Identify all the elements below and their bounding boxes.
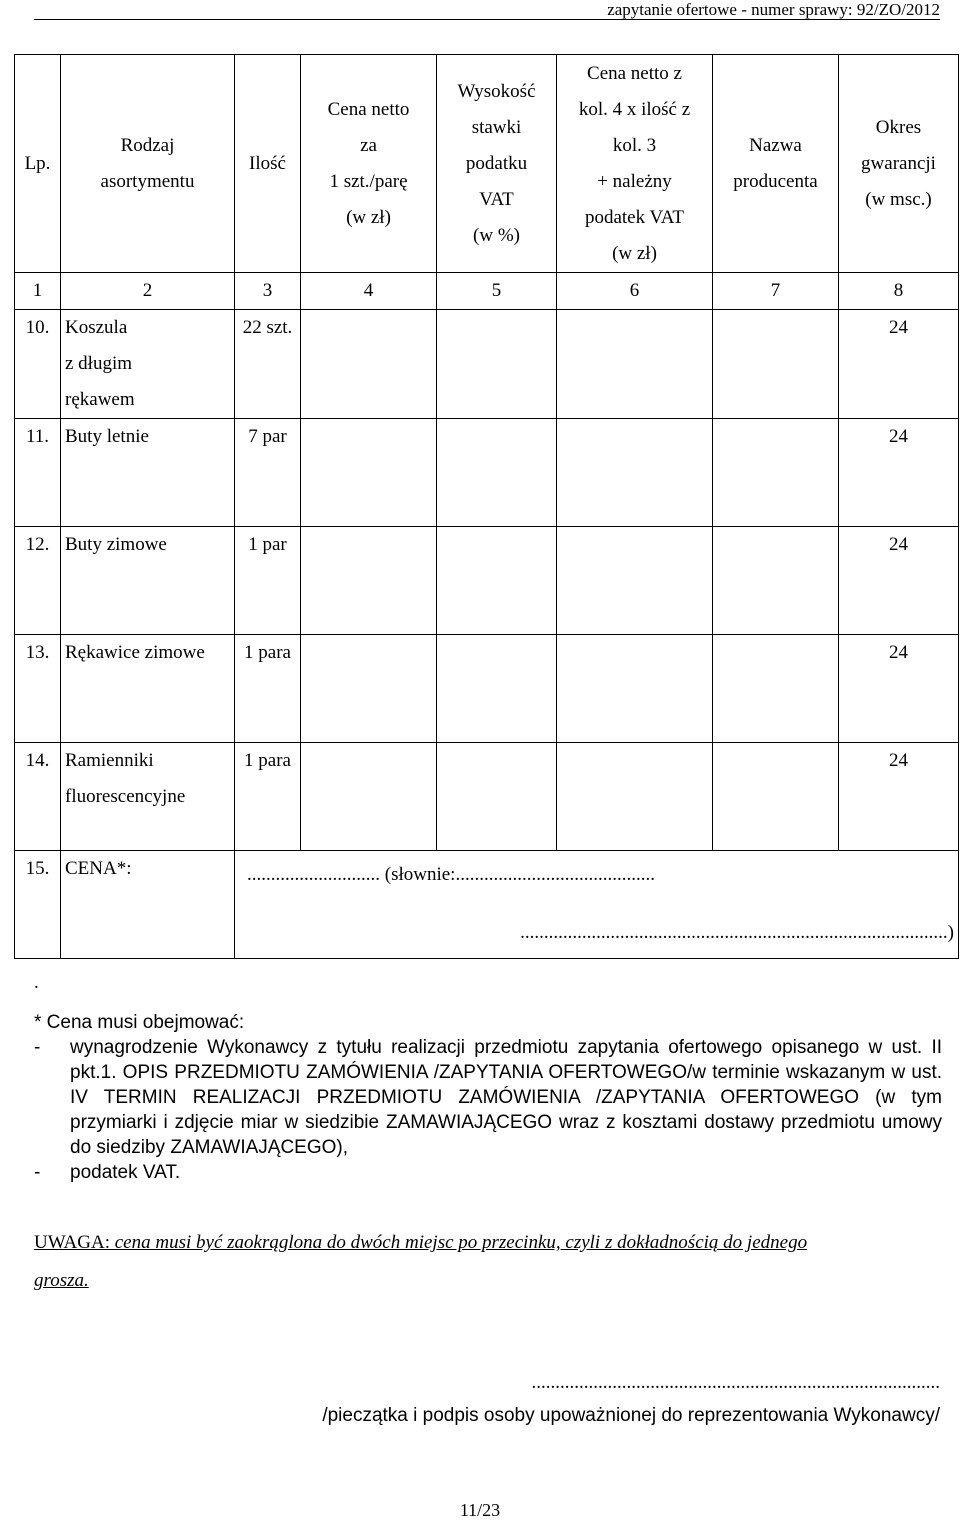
row-lp: 10. <box>15 310 61 419</box>
table-row <box>15 310 959 419</box>
header-text: zapytanie ofertowe - numer sprawy: 92/ZO/2012 <box>607 0 940 19</box>
table-row <box>15 527 959 635</box>
row-qty: 1 para <box>235 635 301 743</box>
note-text: podatek VAT. <box>70 1162 181 1183</box>
row-warranty: 24 <box>839 527 959 635</box>
table-row <box>15 419 959 527</box>
note-dash: - <box>34 1037 41 1058</box>
row-total <box>557 635 713 743</box>
col-header-rodzaj: Rodzaj asortymentu <box>61 55 235 273</box>
table-row <box>15 743 959 851</box>
col-header-lp: Lp. <box>15 55 61 273</box>
row-qty: 1 para <box>235 743 301 851</box>
row-name: Rękawice zimowe <box>61 635 235 743</box>
col-number: 1 <box>15 273 61 310</box>
row-total <box>557 527 713 635</box>
signature-label: /pieczątka i podpis osoby upoważnionej do reprezentowania Wykonawcy/ <box>322 1405 940 1426</box>
row-price <box>301 310 437 419</box>
stray-dot: . <box>34 972 39 993</box>
row-vat <box>437 743 557 851</box>
note-text: wynagrodzenie Wykonawcy z tytułu realizacji przedmiotu zapytania ofertowego opisanego w ust. II pkt.1. OPIS PRZEDMIOTU ZAMÓWIENIA /ZAPYTANIA OFERTOWEGO/w terminie wskazanym w ust. IV TERMIN REALIZACJI PRZEDMIOTU ZAMÓWIENIA /ZAPYTANIA OFERTOWEGO (w tym przymiarki i zdjęcie miar w siedzibie ZAMAWIAJĄCEGO wraz z kosztami dostawy przedmiotu umowy do siedziby ZAMAWIAJĄCEGO), <box>70 1037 942 1158</box>
uwaga-text: cena musi być zaokrąglona do dwóch miejsc po przecinku, czyli z dokładnością do jednego <box>110 1232 808 1253</box>
uwaga-text-2: grosza. <box>34 1270 89 1291</box>
row-warranty: 24 <box>839 419 959 527</box>
row-producer <box>713 743 839 851</box>
col-header-ilosc: Ilość <box>235 55 301 273</box>
row-warranty: 24 <box>839 743 959 851</box>
row-lp: 11. <box>15 419 61 527</box>
total-value <box>235 851 959 959</box>
col-number: 4 <box>301 273 437 310</box>
notes-intro: * Cena musi obejmować: <box>34 1012 245 1033</box>
row-total <box>557 743 713 851</box>
total-line-1: ............................ (słownie:.......................................... <box>247 864 655 885</box>
offer-table <box>14 54 959 959</box>
row-producer <box>713 310 839 419</box>
row-producer <box>713 419 839 527</box>
row-name: Koszula z długim rękawem <box>61 310 235 419</box>
row-name: Buty zimowe <box>61 527 235 635</box>
row-warranty: 24 <box>839 310 959 419</box>
page-number: 11/23 <box>459 1500 501 1520</box>
row-qty: 22 szt. <box>235 310 301 419</box>
row-lp: 12. <box>15 527 61 635</box>
col-number: 3 <box>235 273 301 310</box>
col-number: 2 <box>61 273 235 310</box>
col-number: 6 <box>557 273 713 310</box>
row-warranty: 24 <box>839 635 959 743</box>
row-qty: 1 par <box>235 527 301 635</box>
row-producer <box>713 527 839 635</box>
col-number: 7 <box>713 273 839 310</box>
row-vat <box>437 527 557 635</box>
row-vat <box>437 419 557 527</box>
header-row <box>15 55 959 273</box>
row-vat <box>437 310 557 419</box>
col-header-cena-kol: Cena netto z kol. 4 x ilość z kol. 3 + należny podatek VAT (w zł) <box>557 55 713 273</box>
total-lp: 15. <box>15 851 61 959</box>
row-total <box>557 419 713 527</box>
page-header <box>0 0 960 22</box>
col-header-cena-netto: Cena netto za 1 szt./parę (w zł) <box>301 55 437 273</box>
price-notes <box>34 1010 942 1185</box>
col-number: 5 <box>437 273 557 310</box>
rounding-note <box>34 1224 942 1300</box>
row-lp: 14. <box>15 743 61 851</box>
column-number-row <box>15 273 959 310</box>
row-producer <box>713 635 839 743</box>
note-item <box>34 1035 942 1160</box>
row-total <box>557 310 713 419</box>
note-dash: - <box>34 1162 41 1183</box>
header-rule <box>34 19 940 20</box>
total-line-2: ..........................................................................................) <box>520 922 954 943</box>
row-name: Buty letnie <box>61 419 235 527</box>
col-header-vat: Wysokość stawki podatku VAT (w %) <box>437 55 557 273</box>
col-header-gwarancja: Okres gwarancji (w msc.) <box>839 55 959 273</box>
total-row <box>15 851 959 959</box>
row-qty: 7 par <box>235 419 301 527</box>
uwaga-label: UWAGA: <box>34 1232 110 1253</box>
row-vat <box>437 635 557 743</box>
note-item <box>34 1160 942 1185</box>
row-price <box>301 743 437 851</box>
table-row <box>15 635 959 743</box>
col-number: 8 <box>839 273 959 310</box>
row-price <box>301 419 437 527</box>
row-lp: 13. <box>15 635 61 743</box>
signature-line: ...................................................................................... <box>531 1372 940 1393</box>
total-label: CENA*: <box>61 851 235 959</box>
row-price <box>301 527 437 635</box>
row-price <box>301 635 437 743</box>
col-header-producent: Nazwa producenta <box>713 55 839 273</box>
row-name: Ramienniki fluorescencyjne <box>61 743 235 851</box>
